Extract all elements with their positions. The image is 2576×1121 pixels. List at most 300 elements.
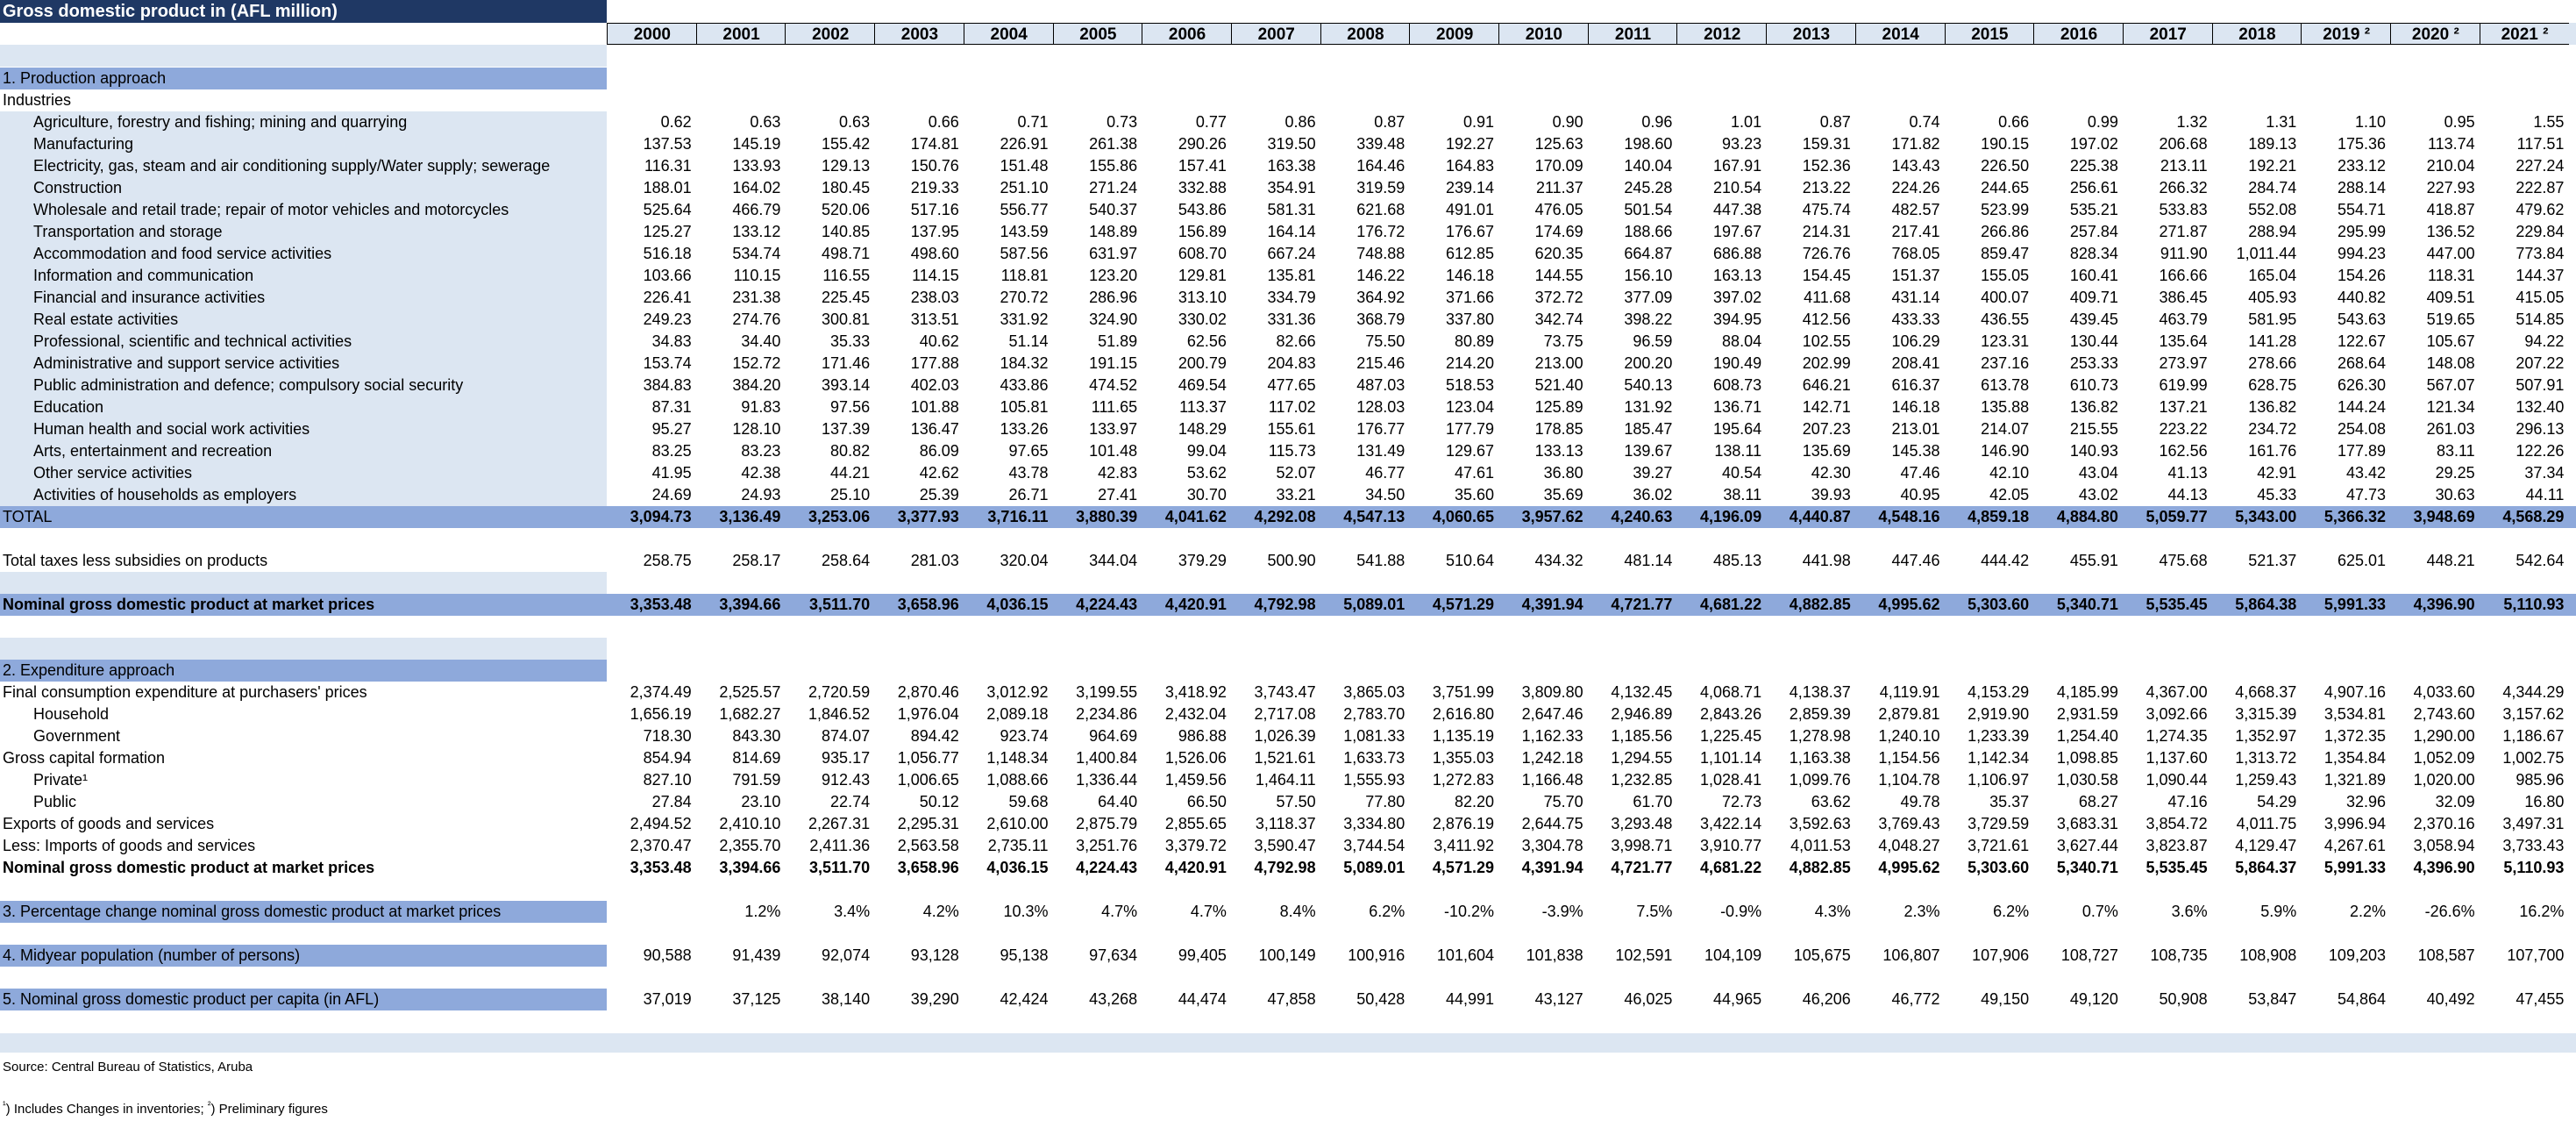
cell-2014: 208.41	[1891, 354, 1940, 372]
cell-2021: 514.85	[2516, 311, 2565, 328]
cell-2010: 3,957.62	[1521, 508, 1583, 525]
industry-row	[0, 484, 2576, 506]
cell-2013: 152.36	[1802, 157, 1851, 175]
cell-2018: 54.29	[2257, 793, 2297, 810]
cell-2018: 161.76	[2248, 442, 2297, 460]
cell-2018: 1.31	[2266, 113, 2297, 131]
cell-2021: 16.80	[2524, 793, 2565, 810]
cell-2005: 148.89	[1089, 223, 1138, 240]
cell-2003: 177.88	[910, 354, 959, 372]
cell-2010: 0.90	[1552, 113, 1583, 131]
cell-2012: 1,225.45	[1700, 727, 1762, 745]
cell-2002: 874.07	[822, 727, 871, 745]
cell-2012: 104,109	[1704, 946, 1762, 964]
row-label: Public	[33, 793, 77, 810]
cell-2012: 93.23	[1722, 135, 1762, 153]
cell-2014: 433.33	[1891, 311, 1940, 328]
cell-2021: 985.96	[2516, 771, 2565, 789]
cell-2010: 2,647.46	[1521, 705, 1583, 723]
cell-2015: 237.16	[1981, 354, 2030, 372]
cell-2018: 1,313.72	[2235, 749, 2297, 767]
cell-2004: 95,138	[1000, 946, 1049, 964]
cell-2015: 2,919.90	[1968, 705, 2030, 723]
cell-2001: 37,125	[732, 990, 781, 1008]
cell-2016: 225.38	[2069, 157, 2118, 175]
cell-2010: 125.89	[1534, 398, 1583, 416]
cell-2009: 44,991	[1445, 990, 1494, 1008]
cell-2005: 3,199.55	[1076, 683, 1138, 701]
cell-2010: 43,127	[1534, 990, 1583, 1008]
cell-2002: 129.13	[822, 157, 871, 175]
cell-2005: 474.52	[1089, 376, 1138, 394]
cell-2001: 2,355.70	[719, 837, 781, 854]
cell-2017: 619.99	[2159, 376, 2208, 394]
cell-2013: 726.76	[1802, 245, 1851, 262]
cell-2011: 1,185.56	[1611, 727, 1673, 745]
cell-2012: 136.71	[1713, 398, 1762, 416]
cell-2017: 162.56	[2159, 442, 2208, 460]
cell-2006: 66.50	[1186, 793, 1227, 810]
year-header-18: 2018	[2212, 23, 2302, 45]
cell-2006: 30.70	[1186, 486, 1227, 503]
cell-2012: -0.9%	[1720, 903, 1762, 920]
cell-2011: 188.66	[1624, 223, 1673, 240]
cell-2007: 115.73	[1268, 442, 1316, 460]
row-label: Household	[33, 705, 110, 723]
row-label: Government	[33, 727, 121, 745]
cell-2014: 4,548.16	[1878, 508, 1940, 525]
cell-2005: 271.24	[1089, 179, 1138, 196]
population-row	[0, 945, 2576, 967]
cell-2015: 4,859.18	[1968, 508, 2030, 525]
cell-2007: 1,026.39	[1254, 727, 1316, 745]
row-label: Total taxes less subsidies on products	[3, 552, 268, 569]
cell-2004: 923.74	[1000, 727, 1049, 745]
cell-2015: 400.07	[1981, 289, 2030, 306]
cell-2005: 540.37	[1089, 201, 1138, 218]
cell-2012: 163.13	[1713, 267, 1762, 284]
cell-2005: 4,224.43	[1076, 859, 1138, 876]
cell-2020: 418.87	[2426, 201, 2475, 218]
expenditure-row	[0, 813, 2576, 835]
cell-2000: 103.66	[643, 267, 692, 284]
cell-2011: 540.13	[1624, 376, 1673, 394]
year-header-5: 2005	[1053, 23, 1143, 45]
cell-2000: 525.64	[643, 201, 692, 218]
industry-row	[0, 440, 2576, 462]
cell-2010: 2,644.75	[1521, 815, 1583, 832]
cell-2021: 37.34	[2524, 464, 2565, 482]
cell-2003: 39,290	[910, 990, 959, 1008]
cell-2007: 477.65	[1267, 376, 1316, 394]
industry-row	[0, 287, 2576, 309]
cell-2003: 517.16	[910, 201, 959, 218]
cell-2017: 273.97	[2159, 354, 2208, 372]
cell-2003: 219.33	[910, 179, 959, 196]
cell-2002: 498.71	[822, 245, 871, 262]
cell-2018: 4,011.75	[2236, 815, 2297, 832]
cell-2006: 129.81	[1178, 267, 1227, 284]
cell-2005: 42.83	[1098, 464, 1138, 482]
cell-2014: 146.18	[1891, 398, 1940, 416]
cell-2016: 0.7%	[2081, 903, 2118, 920]
cell-2019: 440.82	[2337, 289, 2386, 306]
cell-2014: 49.78	[1900, 793, 1940, 810]
cell-2018: 5,864.37	[2235, 859, 2297, 876]
cell-2013: 0.87	[1819, 113, 1851, 131]
cell-2006: 200.79	[1178, 354, 1227, 372]
cell-2009: 146.18	[1445, 267, 1494, 284]
cell-2010: 1,242.18	[1521, 749, 1583, 767]
cell-2006: 99.04	[1186, 442, 1227, 460]
source-note: Source: Central Bureau of Statistics, Aruba	[3, 1060, 253, 1075]
cell-2008: 368.79	[1356, 311, 1405, 328]
spacer-band	[0, 45, 2576, 67]
cell-2010: 434.32	[1534, 552, 1583, 569]
cell-2001: 91.83	[741, 398, 781, 416]
industry-row	[0, 462, 2576, 484]
cell-2006: 379.29	[1178, 552, 1227, 569]
cell-2000: 137.53	[643, 135, 692, 153]
cell-2005: 133.97	[1089, 420, 1138, 438]
cell-2002: 2,411.36	[809, 837, 871, 854]
cell-2017: 166.66	[2159, 267, 2208, 284]
cell-2019: 144.24	[2337, 398, 2386, 416]
cell-2012: 4,681.22	[1700, 859, 1762, 876]
cell-2015: 444.42	[1981, 552, 2030, 569]
cell-2009: 192.27	[1445, 135, 1494, 153]
row-label: Private¹	[33, 771, 89, 789]
cell-2011: 3,998.71	[1611, 837, 1673, 854]
cell-2001: 843.30	[732, 727, 781, 745]
cell-2006: 0.77	[1195, 113, 1227, 131]
cell-2005: 64.40	[1098, 793, 1138, 810]
cell-2019: 625.01	[2337, 552, 2386, 569]
cell-2003: 894.42	[910, 727, 959, 745]
cell-2020: 447.00	[2426, 245, 2475, 262]
cell-2019: 3,996.94	[2323, 815, 2386, 832]
cell-2002: 22.74	[830, 793, 871, 810]
cell-2002: 137.39	[822, 420, 871, 438]
cell-2012: 190.49	[1713, 354, 1762, 372]
cell-2005: 0.73	[1107, 113, 1138, 131]
cell-2020: 40,492	[2426, 990, 2475, 1008]
expenditure-row	[0, 835, 2576, 857]
cell-2007: 100,149	[1258, 946, 1316, 964]
cell-2003: 150.76	[910, 157, 959, 175]
cell-2008: 176.77	[1356, 420, 1405, 438]
cell-2009: 47.61	[1454, 464, 1494, 482]
cell-2002: 2,267.31	[808, 815, 871, 832]
cell-2012: 195.64	[1713, 420, 1762, 438]
row-label: 5. Nominal gross domestic product per capita (in AFL)	[3, 990, 380, 1008]
cell-2005: 286.96	[1089, 289, 1138, 306]
cell-2001: 3,136.49	[719, 508, 781, 525]
row-label: Transportation and storage	[33, 223, 223, 240]
cell-2007: 163.38	[1267, 157, 1316, 175]
cell-2021: 227.24	[2516, 157, 2565, 175]
cell-2016: 68.27	[2078, 793, 2118, 810]
cell-2012: 88.04	[1722, 332, 1762, 350]
cell-2009: 82.20	[1454, 793, 1494, 810]
cell-2006: 2,855.65	[1164, 815, 1227, 832]
spacer	[0, 616, 2576, 638]
cell-2019: 554.71	[2337, 201, 2386, 218]
cell-2014: 768.05	[1891, 245, 1940, 262]
cell-2002: 80.82	[830, 442, 871, 460]
cell-2010: 342.74	[1534, 311, 1583, 328]
cell-2014: 482.57	[1891, 201, 1940, 218]
cell-2004: 118.81	[1000, 267, 1049, 284]
cell-2008: 1,555.93	[1343, 771, 1405, 789]
cell-2014: 616.37	[1891, 376, 1940, 394]
cell-2004: 556.77	[1000, 201, 1049, 218]
row-label: Real estate activities	[33, 311, 179, 328]
cell-2016: 455.91	[2069, 552, 2118, 569]
cell-2013: 4,882.85	[1789, 859, 1851, 876]
cell-2006: 44,474	[1178, 990, 1227, 1008]
cell-2003: 93,128	[910, 946, 959, 964]
cell-2006: 608.70	[1178, 245, 1227, 262]
cell-2014: 143.43	[1891, 157, 1940, 175]
cell-2001: 791.59	[732, 771, 781, 789]
cell-2019: 154.26	[2337, 267, 2386, 284]
cell-2005: 4.7%	[1101, 903, 1138, 920]
cell-2016: 140.93	[2069, 442, 2118, 460]
cell-2007: 3,743.47	[1254, 683, 1316, 701]
cell-2010: 101,838	[1526, 946, 1583, 964]
cell-2019: 1,372.35	[2323, 727, 2386, 745]
cell-2009: 101,604	[1436, 946, 1494, 964]
section-production	[0, 68, 2576, 89]
cell-2013: 159.31	[1802, 135, 1851, 153]
cell-2003: 3,658.96	[897, 596, 959, 613]
cell-2011: 4,132.45	[1611, 683, 1673, 701]
row-label: TOTAL	[3, 508, 53, 525]
cell-2006: 4.7%	[1190, 903, 1227, 920]
cell-2004: 143.59	[1000, 223, 1049, 240]
cell-2019: 43.42	[2345, 464, 2386, 482]
cell-2011: 96.59	[1633, 332, 1673, 350]
cell-2005: 97,634	[1089, 946, 1138, 964]
per-capita-row	[0, 989, 2576, 1010]
pct-change-row	[0, 901, 2576, 923]
row-label: Accommodation and food service activities	[33, 245, 332, 262]
cell-2018: 288.94	[2248, 223, 2297, 240]
cell-2009: 1,355.03	[1432, 749, 1494, 767]
cell-2005: 155.86	[1089, 157, 1138, 175]
cell-2010: 75.70	[1543, 793, 1583, 810]
cell-2010: 1,162.33	[1521, 727, 1583, 745]
year-header-12: 2012	[1676, 23, 1767, 45]
cell-2021: 5,110.93	[2503, 596, 2565, 613]
expenditure-row	[0, 682, 2576, 703]
cell-2020: 32.09	[2435, 793, 2475, 810]
cell-2001: 23.10	[741, 793, 781, 810]
cell-2018: 165.04	[2248, 267, 2297, 284]
cell-2021: 1,186.67	[2502, 727, 2565, 745]
row-label: Human health and social work activities	[33, 420, 310, 438]
cell-2001: 534.74	[732, 245, 781, 262]
cell-2009: 214.20	[1445, 354, 1494, 372]
cell-2017: 1,137.60	[2145, 749, 2208, 767]
cell-2002: 520.06	[822, 201, 871, 218]
cell-2019: 177.89	[2337, 442, 2386, 460]
cell-2021: 3,497.31	[2502, 815, 2565, 832]
industry-row	[0, 418, 2576, 440]
cell-2015: 123.31	[1981, 332, 2030, 350]
cell-2009: 129.67	[1445, 442, 1494, 460]
cell-2017: 4,367.00	[2145, 683, 2208, 701]
row-label: Nominal gross domestic product at market prices	[3, 859, 375, 876]
industry-row	[0, 309, 2576, 331]
cell-2016: 3,627.44	[2056, 837, 2118, 854]
cell-2020: 227.93	[2426, 179, 2475, 196]
row-label: Electricity, gas, steam and air conditioning supply/Water supply; sewerage	[33, 157, 551, 175]
cell-2016: 2,931.59	[2056, 705, 2118, 723]
cell-2007: 52.07	[1276, 464, 1316, 482]
cell-2015: 1,142.34	[1968, 749, 2030, 767]
cell-2000: 188.01	[643, 179, 692, 196]
cell-2020: 113.74	[2427, 135, 2475, 153]
cell-2017: 44.13	[2167, 486, 2208, 503]
cell-2013: 213.22	[1802, 179, 1851, 196]
cell-2017: 3,854.72	[2145, 815, 2208, 832]
cell-2003: 498.60	[910, 245, 959, 262]
cell-2019: 3,534.81	[2323, 705, 2386, 723]
cell-2011: 4,721.77	[1611, 596, 1673, 613]
cell-2001: 1,682.27	[719, 705, 781, 723]
cell-2000: 83.25	[651, 442, 692, 460]
cell-2010: 620.35	[1534, 245, 1583, 262]
cell-2015: 42.10	[1989, 464, 2030, 482]
cell-2013: 214.31	[1802, 223, 1851, 240]
cell-2021: 5,110.93	[2503, 859, 2565, 876]
cell-2011: 46,025	[1624, 990, 1673, 1008]
cell-2013: 4.3%	[1814, 903, 1851, 920]
cell-2018: 136.82	[2248, 398, 2297, 416]
sheet-title: Gross domestic product in (AFL million)	[0, 0, 607, 23]
row-label: Education	[33, 398, 104, 416]
cell-2016: 4,884.80	[2056, 508, 2118, 525]
cell-2000: 3,353.48	[630, 859, 692, 876]
cell-2007: 334.79	[1267, 289, 1316, 306]
cell-2015: 3,721.61	[1968, 837, 2030, 854]
cell-2016: 409.71	[2069, 289, 2118, 306]
cell-2009: 164.83	[1445, 157, 1494, 175]
cell-2018: 108,908	[2239, 946, 2297, 964]
cell-2002: 38,140	[822, 990, 871, 1008]
row-label: 2. Expenditure approach	[3, 661, 175, 679]
cell-2019: 626.30	[2337, 376, 2386, 394]
year-header-16: 2016	[2033, 23, 2124, 45]
cell-2000: 516.18	[643, 245, 692, 262]
cell-2012: 72.73	[1722, 793, 1762, 810]
cell-2002: 116.55	[822, 267, 871, 284]
cell-2013: 142.71	[1802, 398, 1851, 416]
cell-2011: 39.27	[1633, 464, 1673, 482]
cell-2002: 912.43	[822, 771, 871, 789]
year-header-11: 2011	[1588, 23, 1678, 45]
spacer-band	[0, 572, 2576, 594]
cell-2005: 631.97	[1089, 245, 1138, 262]
expenditure-row	[0, 747, 2576, 769]
cell-2017: 41.13	[2167, 464, 2208, 482]
cell-2001: 133.93	[732, 157, 781, 175]
cell-2015: 190.15	[1981, 135, 2030, 153]
cell-2004: 10.3%	[1003, 903, 1049, 920]
cell-2016: 0.99	[2087, 113, 2118, 131]
cell-2017: 1.32	[2176, 113, 2208, 131]
cell-2009: 3,411.92	[1434, 837, 1494, 854]
cell-2017: 1,090.44	[2145, 771, 2208, 789]
cell-2002: 3,511.70	[809, 596, 871, 613]
cell-2004: 251.10	[1000, 179, 1049, 196]
cell-2006: 148.29	[1178, 420, 1227, 438]
cell-2015: 155.05	[1981, 267, 2030, 284]
cell-2005: 27.41	[1098, 486, 1138, 503]
cell-2014: 46,772	[1891, 990, 1940, 1008]
footnote-mark: ¹	[3, 1100, 6, 1110]
cell-2009: 518.53	[1445, 376, 1494, 394]
cell-2007: 331.36	[1267, 311, 1316, 328]
cell-2009: 35.60	[1454, 486, 1494, 503]
cell-2016: 257.84	[2069, 223, 2118, 240]
cell-2018: 192.21	[2248, 157, 2297, 175]
cell-2008: 146.22	[1356, 267, 1405, 284]
cell-2002: 3.4%	[834, 903, 871, 920]
year-header-1: 2001	[696, 23, 786, 45]
taxes-row	[0, 550, 2576, 572]
cell-2000: 34.83	[651, 332, 692, 350]
cell-2007: 500.90	[1267, 552, 1316, 569]
cell-2006: 99,405	[1178, 946, 1227, 964]
cell-2011: 61.70	[1633, 793, 1673, 810]
cell-2007: 4,792.98	[1254, 859, 1316, 876]
footnote-text: ) Includes Changes in inventories;	[5, 1102, 208, 1117]
cell-2006: 290.26	[1178, 135, 1227, 153]
cell-2014: 106.29	[1891, 332, 1940, 350]
cell-2011: 2,946.89	[1611, 705, 1673, 723]
cell-2015: 266.86	[1981, 223, 2030, 240]
cell-2012: 1,028.41	[1700, 771, 1762, 789]
cell-2016: 1,030.58	[2056, 771, 2118, 789]
cell-2001: 42.38	[741, 464, 781, 482]
cell-2021: 132.40	[2516, 398, 2565, 416]
row-label: Wholesale and retail trade; repair of motor vehicles and motorcycles	[33, 201, 509, 218]
cell-2018: 628.75	[2248, 376, 2297, 394]
row-label: 1. Production approach	[3, 69, 167, 87]
cell-2010: 174.69	[1534, 223, 1583, 240]
cell-2006: 332.88	[1178, 179, 1227, 196]
industry-row	[0, 353, 2576, 375]
cell-2018: 4,668.37	[2235, 683, 2297, 701]
cell-2010: 35.69	[1543, 486, 1583, 503]
cell-2002: 935.17	[822, 749, 871, 767]
cell-2018: 405.93	[2248, 289, 2297, 306]
cell-2021: 3,733.43	[2502, 837, 2565, 854]
cell-2009: -10.2%	[1443, 903, 1494, 920]
cell-2015: 42.05	[1989, 486, 2030, 503]
cell-2011: 377.09	[1624, 289, 1673, 306]
row-label: Construction	[33, 179, 123, 196]
year-header-6: 2006	[1142, 23, 1232, 45]
footnote-mark: ²	[207, 1100, 211, 1110]
cell-2019: 54,864	[2337, 990, 2386, 1008]
cell-2020: 448.21	[2426, 552, 2475, 569]
cell-2004: 331.92	[1000, 311, 1049, 328]
cell-2014: 0.74	[1909, 113, 1940, 131]
